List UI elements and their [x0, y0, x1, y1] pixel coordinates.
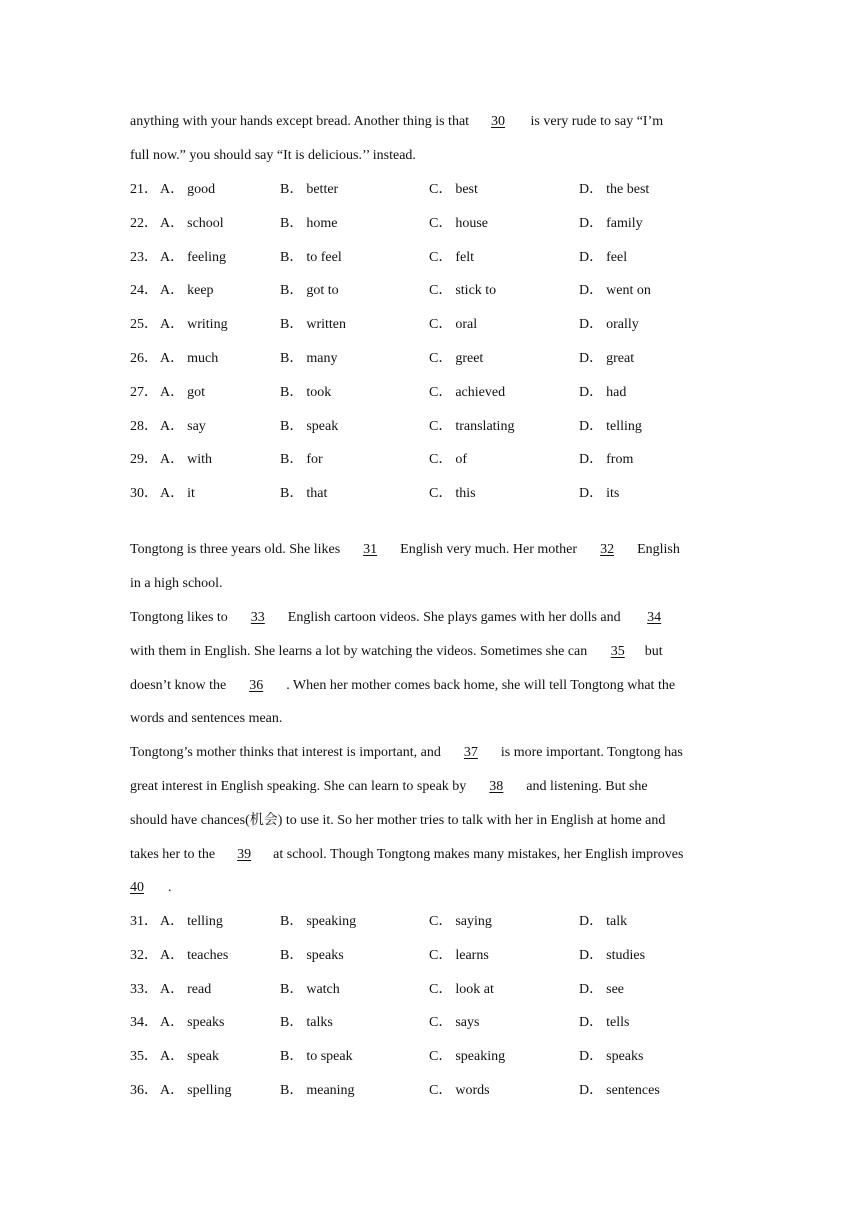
passage-line [130, 608, 684, 628]
option-a [160, 248, 226, 268]
blank-30: 30 [491, 114, 506, 129]
option-a [160, 281, 214, 301]
option-letter: A． [160, 317, 185, 333]
question-row [130, 281, 730, 301]
question-row [130, 1081, 730, 1101]
option-a [160, 417, 206, 437]
option-text: speak [306, 418, 339, 434]
option-d [579, 946, 645, 966]
blank-34: 34 [647, 610, 662, 625]
option-letter: A． [160, 351, 185, 366]
option-text: tells [606, 1015, 630, 1031]
option-letter: C． [429, 215, 453, 231]
option-c [429, 1013, 479, 1033]
option-b [280, 180, 338, 200]
option-letter: B． [280, 249, 304, 265]
option-letter: C． [429, 914, 453, 929]
question-number: 29． [130, 452, 158, 468]
option-b [280, 484, 327, 504]
option-letter: A． [160, 452, 185, 468]
option-text: family [606, 215, 643, 231]
option-letter: D． [579, 182, 604, 197]
option-letter: B． [280, 947, 304, 963]
option-text: see [606, 981, 625, 997]
passage-line: in a high school. [130, 576, 223, 591]
question-row [130, 383, 730, 403]
text: English very much. Her mother [400, 542, 578, 557]
option-letter: C． [429, 384, 453, 400]
blank-35: 35 [610, 644, 625, 659]
option-text: speaks [606, 1049, 644, 1065]
text: English [637, 542, 680, 557]
option-letter: A． [160, 384, 185, 400]
passage-line [130, 777, 648, 797]
question-number: 36． [130, 1083, 158, 1098]
option-letter: B． [280, 182, 304, 197]
option-b [280, 214, 337, 234]
option-text: felt [455, 249, 474, 265]
question-number: 21． [130, 182, 158, 197]
text: but [644, 644, 663, 659]
option-c [429, 912, 492, 932]
blank-37: 37 [463, 745, 478, 760]
option-text: saying [455, 914, 492, 929]
option-letter: B． [280, 1015, 304, 1031]
option-letter: B． [280, 215, 304, 231]
option-text: meaning [306, 1083, 355, 1098]
option-letter: D． [579, 1049, 604, 1065]
option-a [160, 383, 205, 403]
option-d [579, 980, 624, 1000]
option-d [579, 315, 639, 335]
option-text: greet [455, 351, 484, 366]
option-letter: D． [579, 1083, 604, 1098]
option-d [579, 281, 651, 301]
option-letter: B． [280, 452, 304, 468]
question-number: 25． [130, 317, 158, 333]
option-text: talk [606, 914, 628, 929]
option-letter: D． [579, 249, 604, 265]
option-text: to feel [306, 249, 342, 265]
text: English cartoon videos. She plays games with her dolls and [287, 610, 625, 625]
option-text: this [455, 486, 476, 502]
option-letter: B． [280, 384, 304, 400]
option-text: took [306, 384, 332, 400]
option-letter: C． [429, 249, 453, 265]
question-number: 28． [130, 418, 158, 434]
option-text: speaking [455, 1049, 506, 1065]
option-letter: C． [429, 317, 453, 333]
question-row [130, 1013, 730, 1033]
option-text: say [187, 418, 206, 434]
option-c [429, 484, 476, 504]
option-a [160, 1081, 231, 1101]
option-text: speak [187, 1049, 220, 1065]
option-d [579, 214, 643, 234]
option-c [429, 281, 496, 301]
option-text: got [187, 384, 206, 400]
option-c [429, 946, 489, 966]
option-letter: A． [160, 486, 185, 502]
option-letter: C． [429, 486, 453, 502]
passage-line: should have chances(机会) to use it. So her mother tries to talk with her in English at home and [130, 813, 666, 828]
option-text: oral [455, 317, 478, 333]
option-a [160, 946, 228, 966]
question-row [130, 980, 730, 1000]
option-letter: D． [579, 317, 604, 333]
option-text: writing [187, 317, 228, 333]
option-c [429, 417, 514, 437]
option-d [579, 180, 649, 200]
option-text: speaking [306, 914, 357, 929]
option-letter: D． [579, 452, 604, 468]
option-text: sentences [606, 1083, 660, 1098]
option-letter: A． [160, 947, 185, 963]
text: . When her mother comes back home, she will tell Tongtong what the [286, 678, 676, 693]
option-text: achieved [455, 384, 506, 400]
option-text: spelling [187, 1083, 232, 1098]
option-text: went on [606, 283, 651, 299]
option-text: best [455, 182, 478, 197]
option-text: of [455, 452, 468, 468]
question-row [130, 450, 730, 470]
option-text: telling [187, 914, 223, 929]
blank-36: 36 [249, 678, 264, 693]
question-number: 32． [130, 947, 158, 963]
text: doesn’t know the [130, 678, 227, 693]
option-d [579, 1047, 643, 1067]
option-b [280, 1081, 355, 1101]
option-letter: C． [429, 351, 453, 366]
option-text: learns [455, 947, 489, 963]
option-a [160, 912, 223, 932]
question-number: 35． [130, 1049, 158, 1065]
option-b [280, 417, 338, 437]
question-number: 34． [130, 1015, 158, 1031]
option-text: many [306, 351, 338, 366]
blank-33: 33 [250, 610, 265, 625]
option-letter: A． [160, 249, 185, 265]
option-letter: A． [160, 981, 185, 997]
option-letter: D． [579, 947, 604, 963]
text: anything with your hands except bread. Another thing is that [130, 114, 470, 129]
option-text: with [187, 452, 213, 468]
option-letter: A． [160, 1015, 185, 1031]
option-text: that [306, 486, 328, 502]
option-text: telling [606, 418, 642, 434]
option-letter: B． [280, 317, 304, 333]
option-text: read [187, 981, 212, 997]
question-row [130, 912, 730, 932]
option-b [280, 450, 323, 470]
option-letter: B． [280, 1083, 304, 1098]
text: Tongtong likes to [130, 610, 228, 625]
option-letter: A． [160, 1049, 185, 1065]
question-row [130, 946, 730, 966]
option-c [429, 450, 467, 470]
option-b [280, 248, 342, 268]
option-letter: C． [429, 1083, 453, 1098]
option-letter: A． [160, 215, 185, 231]
question-row [130, 315, 730, 335]
option-c [429, 1081, 490, 1101]
option-b [280, 1047, 353, 1067]
option-letter: C． [429, 947, 453, 963]
option-text: feel [606, 249, 628, 265]
option-letter: C． [429, 418, 453, 434]
question-number: 27． [130, 384, 158, 400]
option-d [579, 484, 619, 504]
option-d [579, 1013, 629, 1033]
question-number: 31． [130, 914, 158, 929]
question-number: 30． [130, 486, 158, 502]
option-letter: C． [429, 981, 453, 997]
passage-line [130, 642, 663, 662]
question-row [130, 248, 730, 268]
option-letter: D． [579, 486, 604, 502]
option-d [579, 383, 626, 403]
option-c [429, 383, 505, 403]
option-c [429, 315, 477, 335]
blank-38: 38 [489, 779, 504, 794]
option-letter: D． [579, 351, 604, 366]
option-letter: B． [280, 351, 304, 366]
passage-line [130, 845, 687, 865]
option-text: had [606, 384, 627, 400]
question-row [130, 1047, 730, 1067]
option-text: great [606, 351, 635, 366]
option-text: teaches [187, 947, 229, 963]
text: Tongtong is three years old. She likes [130, 542, 341, 557]
option-d [579, 912, 627, 932]
option-letter: A． [160, 1083, 185, 1098]
option-c [429, 1047, 505, 1067]
option-text: talks [306, 1015, 333, 1031]
blank-32: 32 [600, 542, 615, 557]
question-number: 26． [130, 351, 158, 366]
text: and listening. But she [526, 779, 648, 794]
passage-line [130, 676, 675, 696]
passage-line: words and sentences mean. [130, 711, 283, 726]
question-row [130, 349, 730, 369]
option-c [429, 180, 478, 200]
option-letter: A． [160, 182, 185, 197]
question-row [130, 417, 730, 437]
blank-40: 40 [130, 880, 144, 895]
option-b [280, 383, 331, 403]
option-letter: B． [280, 486, 304, 502]
option-b [280, 315, 346, 335]
option-c [429, 349, 483, 369]
option-text: much [187, 351, 219, 366]
option-d [579, 248, 627, 268]
option-b [280, 349, 337, 369]
option-c [429, 248, 474, 268]
text: with them in English. She learns a lot by watching the videos. Sometimes she can [130, 644, 591, 659]
text: . [168, 880, 172, 895]
passage-line [130, 112, 663, 132]
passage-line: full now.” you should say “It is delicious.’’ instead. [130, 148, 416, 163]
option-text: got to [306, 283, 339, 299]
option-text: studies [606, 947, 646, 963]
option-text: better [306, 182, 339, 197]
passage-line [130, 743, 683, 763]
option-a [160, 450, 212, 470]
option-b [280, 1013, 333, 1033]
question-row [130, 180, 730, 200]
question-row [130, 214, 730, 234]
option-letter: D． [579, 283, 604, 299]
option-text: written [306, 317, 346, 333]
option-text: feeling [187, 249, 226, 265]
option-text: house [455, 215, 489, 231]
text: great interest in English speaking. She can learn to speak by [130, 779, 467, 794]
question-number: 22． [130, 215, 158, 231]
option-a [160, 349, 218, 369]
option-text: words [455, 1083, 490, 1098]
option-a [160, 1013, 224, 1033]
option-letter: A． [160, 418, 185, 434]
option-letter: D． [579, 981, 604, 997]
text: takes her to the [130, 847, 216, 862]
option-letter: A． [160, 914, 185, 929]
option-letter: D． [579, 418, 604, 434]
option-text: translating [455, 418, 515, 434]
option-b [280, 281, 339, 301]
option-text: home [306, 215, 338, 231]
option-letter: C． [429, 1015, 453, 1031]
option-a [160, 315, 228, 335]
text: Tongtong’s mother thinks that interest is important, and [130, 745, 441, 760]
option-letter: B． [280, 283, 304, 299]
text: is more important. Tongtong has [500, 745, 683, 760]
option-text: to speak [306, 1049, 353, 1065]
option-letter: D． [579, 384, 604, 400]
option-b [280, 912, 356, 932]
option-letter: C． [429, 182, 453, 197]
option-d [579, 450, 633, 470]
option-d [579, 349, 634, 369]
option-text: the best [606, 182, 650, 197]
option-text: it [187, 486, 195, 502]
option-a [160, 484, 195, 504]
option-a [160, 180, 215, 200]
blank-39: 39 [237, 847, 252, 862]
option-letter: D． [579, 215, 604, 231]
option-letter: B． [280, 914, 304, 929]
option-text: keep [187, 283, 214, 299]
option-letter: B． [280, 1049, 304, 1065]
option-text: stick to [455, 283, 497, 299]
option-letter: A． [160, 283, 185, 299]
option-text: speaks [187, 1015, 225, 1031]
option-letter: B． [280, 418, 304, 434]
passage-line [130, 540, 680, 560]
option-text: school [187, 215, 224, 231]
option-letter: C． [429, 283, 453, 299]
option-text: orally [606, 317, 639, 333]
option-letter: C． [429, 452, 453, 468]
option-text: watch [306, 981, 340, 997]
option-a [160, 1047, 219, 1067]
option-letter: D． [579, 1015, 604, 1031]
text: is very rude to say “I’m [527, 114, 664, 129]
question-number: 33． [130, 981, 158, 997]
option-c [429, 980, 494, 1000]
option-text: from [606, 452, 634, 468]
option-text: look at [455, 981, 494, 997]
blank-31: 31 [363, 542, 378, 557]
option-a [160, 980, 211, 1000]
option-b [280, 946, 344, 966]
option-d [579, 1081, 660, 1101]
option-text: good [187, 182, 216, 197]
option-letter: B． [280, 981, 304, 997]
option-b [280, 980, 340, 1000]
option-letter: D． [579, 914, 604, 929]
option-c [429, 214, 488, 234]
passage-line [130, 878, 172, 898]
option-letter: C． [429, 1049, 453, 1065]
question-number: 23． [130, 249, 158, 265]
text: at school. Though Tongtong makes many mistakes, her English improves [273, 847, 684, 862]
option-text: for [306, 452, 323, 468]
option-text: speaks [306, 947, 344, 963]
option-a [160, 214, 224, 234]
question-row [130, 484, 730, 504]
option-d [579, 417, 642, 437]
option-text: its [606, 486, 620, 502]
question-number: 24． [130, 283, 158, 299]
option-text: says [455, 1015, 480, 1031]
